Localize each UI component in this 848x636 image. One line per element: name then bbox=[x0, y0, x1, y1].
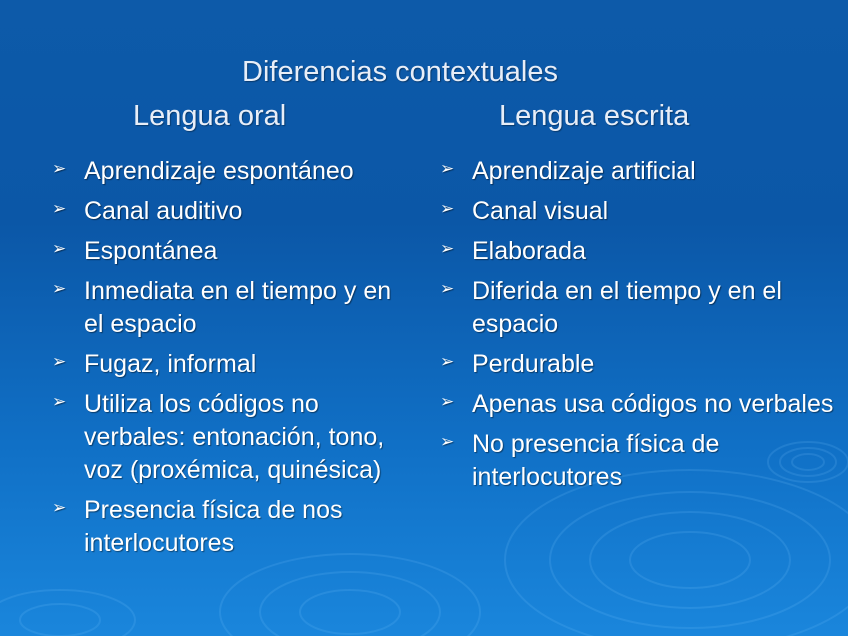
list-item bbox=[438, 388, 838, 421]
arrowhead-bullet-icon: ➢ bbox=[440, 199, 455, 218]
list-item-text: Diferida en el tiempo y en el espacio bbox=[472, 277, 782, 338]
list-item bbox=[50, 275, 410, 341]
arrowhead-bullet-icon: ➢ bbox=[52, 279, 67, 298]
list-item bbox=[50, 388, 410, 487]
list-item bbox=[50, 235, 410, 268]
list-item-text: Aprendizaje artificial bbox=[472, 157, 696, 185]
list-item-text: Canal auditivo bbox=[84, 197, 243, 225]
list-item bbox=[438, 235, 838, 268]
list-item-text: Utiliza los códigos no verbales: entonación, tono, voz (proxémica, quinésica) bbox=[84, 390, 385, 484]
column-heading-oral: Lengua oral bbox=[133, 100, 287, 132]
arrowhead-bullet-icon: ➢ bbox=[440, 432, 455, 451]
arrowhead-bullet-icon: ➢ bbox=[52, 199, 67, 218]
list-item bbox=[438, 348, 838, 381]
arrowhead-bullet-icon: ➢ bbox=[440, 279, 455, 298]
list-item-text: Apenas usa códigos no verbales bbox=[472, 390, 834, 418]
arrowhead-bullet-icon: ➢ bbox=[52, 498, 67, 517]
list-item bbox=[438, 195, 838, 228]
list-item-text: No presencia física de interlocutores bbox=[472, 430, 720, 491]
list-item bbox=[50, 348, 410, 381]
list-item bbox=[50, 155, 410, 188]
arrowhead-bullet-icon: ➢ bbox=[52, 239, 67, 258]
list-item bbox=[438, 428, 838, 494]
list-item-text: Inmediata en el tiempo y en el espacio bbox=[84, 277, 392, 338]
arrowhead-bullet-icon: ➢ bbox=[52, 392, 67, 411]
arrowhead-bullet-icon: ➢ bbox=[52, 352, 67, 371]
arrowhead-bullet-icon: ➢ bbox=[440, 239, 455, 258]
escrita-features-list bbox=[438, 155, 838, 501]
slide-title: Diferencias contextuales bbox=[242, 56, 558, 88]
list-item-text: Canal visual bbox=[472, 197, 609, 225]
list-item-text: Fugaz, informal bbox=[84, 350, 257, 378]
oral-features-list bbox=[50, 155, 410, 567]
list-item-text: Perdurable bbox=[472, 350, 595, 378]
column-heading-escrita: Lengua escrita bbox=[499, 100, 690, 132]
arrowhead-bullet-icon: ➢ bbox=[52, 159, 67, 178]
list-item-text: Elaborada bbox=[472, 237, 586, 265]
list-item bbox=[438, 155, 838, 188]
list-item bbox=[50, 494, 410, 560]
list-item bbox=[50, 195, 410, 228]
arrowhead-bullet-icon: ➢ bbox=[440, 159, 455, 178]
list-item-text: Presencia física de nos interlocutores bbox=[84, 496, 343, 557]
arrowhead-bullet-icon: ➢ bbox=[440, 392, 455, 411]
list-item-text: Espontánea bbox=[84, 237, 218, 265]
list-item bbox=[438, 275, 838, 341]
arrowhead-bullet-icon: ➢ bbox=[440, 352, 455, 371]
list-item-text: Aprendizaje espontáneo bbox=[84, 157, 354, 185]
